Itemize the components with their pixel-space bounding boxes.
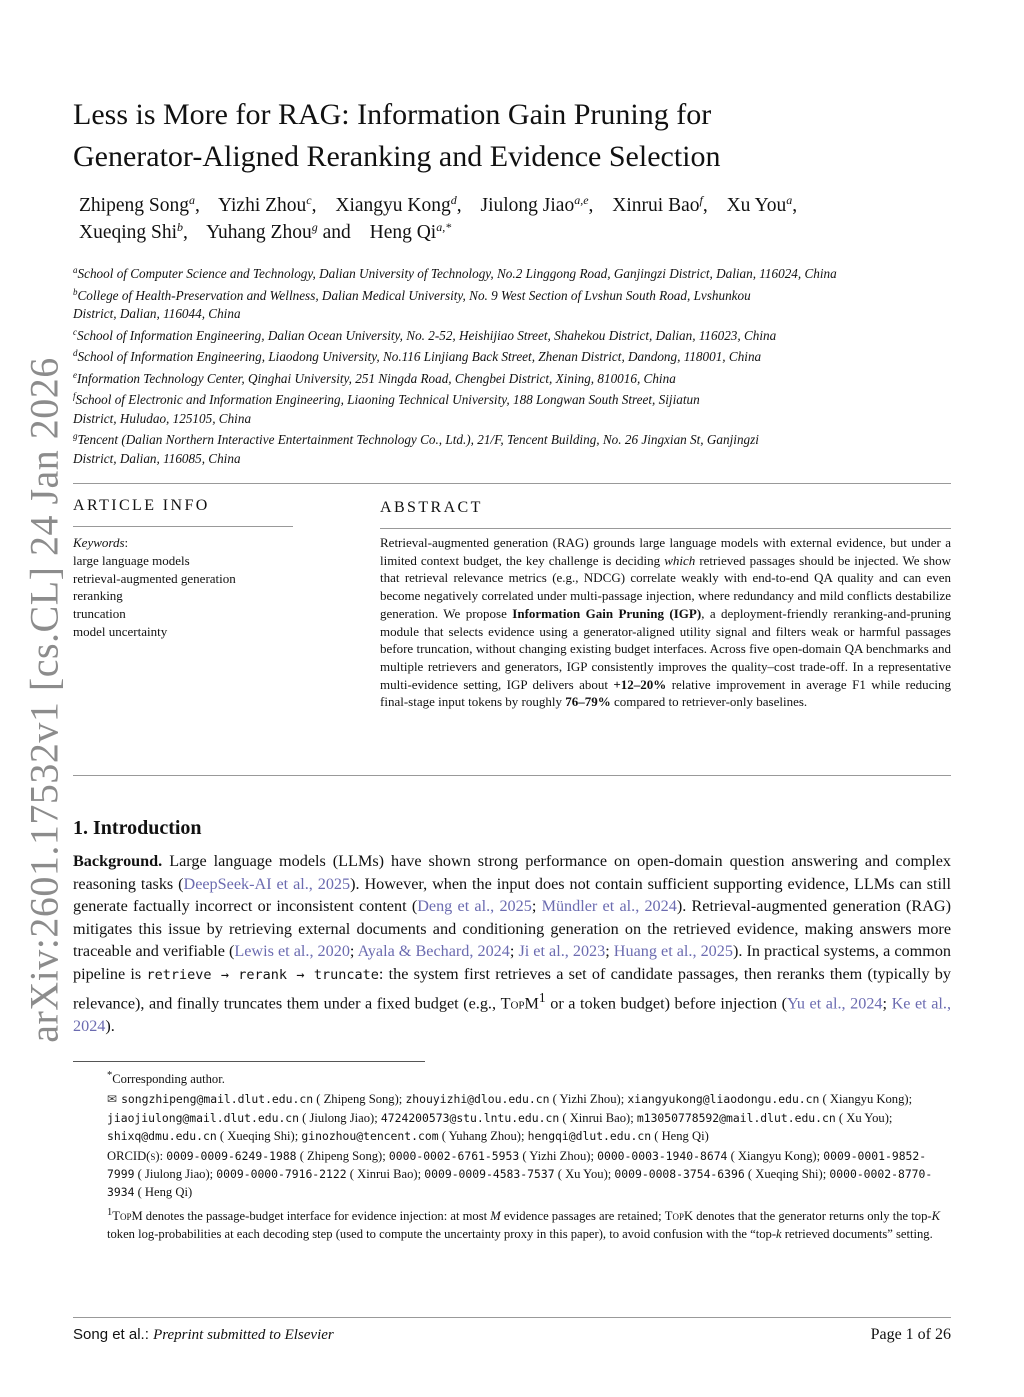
email-link[interactable]: ginozhou@tencent.com: [301, 1128, 439, 1143]
footnote-emails: [73, 1090, 951, 1145]
fn-term: TopK: [664, 1208, 694, 1223]
author-name: Yizhi Zhou$^c$,: [218, 193, 317, 216]
fn-text: denotes that the generator returns only the top-: [693, 1208, 932, 1223]
orcid-owner: ( Jiulong Jiao);: [134, 1167, 217, 1182]
introduction-paragraph: [73, 850, 951, 1037]
email-link[interactable]: xiangyukong@liaodongu.edu.cn: [627, 1092, 820, 1107]
citation-link[interactable]: Mündler et al., 2024: [541, 897, 677, 916]
orcid-label: ORCID(s):: [107, 1149, 167, 1163]
affiliation-mark: d: [73, 348, 78, 358]
author-affiliation-mark: d: [450, 193, 457, 207]
footnote-orcids: [73, 1147, 951, 1202]
abstract-method-name: Information Gain Pruning (IGP): [512, 605, 702, 621]
intro-text: ). In practical systems, a common pipeline is: [73, 942, 952, 983]
email-link[interactable]: hengqi@dlut.edu.cn: [527, 1128, 652, 1143]
abstract-part: Retrieval-augmented generation (RAG) grounds large language models with external evidence, but under a limited context budget, the key challenge is deciding: [380, 535, 951, 568]
affiliation: [73, 348, 951, 367]
author-name: Xiangyu Kong$^d$,: [335, 193, 462, 216]
footnote-marker[interactable]: 1: [538, 989, 546, 1005]
keywords-block: Keywords: large language models retrieval-augmented generation reranking truncation model uncertainty: [73, 534, 293, 641]
affiliation-mark: c: [73, 326, 77, 337]
author-name: Xinrui Bao$^f$,: [612, 193, 708, 216]
orcid-link[interactable]: 0000-0002-6761-5953: [388, 1149, 520, 1163]
email-link[interactable]: zhouyizhi@dlou.edu.cn: [405, 1092, 550, 1107]
intro-text: ;: [605, 942, 614, 961]
affiliation-text: College of Health-Preservation and Wellness, Dalian Medical University, No. 9 West Section of Lvshun South Road, Lvshunkou: [77, 287, 751, 303]
divider-top: [73, 483, 951, 484]
section-heading-introduction: 1. Introduction: [73, 817, 202, 839]
footnotes: [73, 1067, 951, 1245]
email-owner: ( Jiulong Jiao);: [299, 1110, 381, 1125]
fn-text: token log-probabilities at each decoding step (used to compute the uncertainty proxy in this paper), to avoid confusion with the “top-: [107, 1227, 777, 1241]
affiliation: [73, 287, 951, 324]
footer-authors: Song et al.:: [73, 1326, 154, 1343]
footnote-rule: [73, 1061, 425, 1062]
orcid-link[interactable]: 0009-0009-4583-7537: [424, 1167, 555, 1182]
intro-text: or a token budget) before injection (: [545, 993, 788, 1012]
citation-link[interactable]: Lewis et al., 2020: [234, 942, 350, 961]
affiliation: [73, 391, 951, 428]
keyword: retrieval-augmented generation: [73, 570, 236, 586]
fn-text: denotes the passage-budget interface for evidence injection: at most: [142, 1208, 491, 1223]
page-number: Page 1 of 26: [870, 1326, 951, 1343]
topm-term: TopM: [500, 993, 539, 1012]
keyword: model uncertainty: [73, 623, 168, 639]
intro-text: Large language models (LLMs) have shown strong performance on open-domain question answering and complex reasoning tasks (: [73, 852, 951, 893]
email-owner: ( Xiangyu Kong);: [819, 1092, 913, 1107]
orcid-owner: ( Yizhi Zhou);: [519, 1149, 598, 1163]
email-link[interactable]: 4724200573@stu.lntu.edu.cn: [380, 1110, 560, 1125]
footer-venue: Preprint submitted to Elsevier: [153, 1327, 334, 1343]
fn-text: retrieved documents” setting.: [781, 1227, 933, 1241]
affiliation-text-continued: District, Dalian, 116085, China: [73, 450, 241, 466]
envelope-icon: ✉: [107, 1092, 118, 1107]
email-owner: ( Yizhi Zhou);: [549, 1092, 628, 1107]
citation-link[interactable]: Ayala & Bechard, 2024: [357, 942, 510, 961]
author-name: Jiulong Jiao$^{a,e}$,: [480, 193, 594, 216]
abstract-heading: ABSTRACT: [380, 499, 483, 516]
intro-text: ;: [509, 942, 519, 961]
affiliation-mark: b: [73, 286, 78, 297]
title-line-1: Less is More for RAG: Information Gain Pruning for: [73, 98, 712, 131]
affiliation-text: School of Information Engineering, Dalian Ocean University, No. 2-52, Heishijiao Street, Shahekou District, Dalian, 116023, China: [77, 327, 777, 343]
affiliation-mark: a: [73, 265, 78, 275]
abstract-token-reduction: 76–79%: [565, 694, 611, 710]
abstract-part: compared to retriever-only baselines.: [610, 694, 808, 710]
title-line-2: Generator-Aligned Reranking and Evidence Selection: [73, 140, 721, 173]
orcid-owner: ( Xiangyu Kong);: [727, 1149, 824, 1163]
orcid-link[interactable]: 0009-0001-9852-7999: [107, 1149, 927, 1182]
footnote-1: [73, 1204, 951, 1244]
orcid-owner: ( Xu You);: [554, 1167, 615, 1182]
citation-link[interactable]: Ke et al., 2024: [73, 993, 952, 1035]
keywords-label: Keywords: [73, 535, 125, 550]
affiliation-mark: e: [73, 369, 77, 380]
author-list: [79, 192, 949, 246]
fn-term: TopM: [112, 1208, 143, 1223]
affiliation-text-continued: District, Huludao, 125105, China: [73, 410, 252, 426]
abstract-text: [380, 534, 951, 711]
orcid-link[interactable]: 0009-0000-7916-2122: [216, 1167, 347, 1182]
intro-text: ). However, when the input does not contain sufficient supporting evidence, LLMs can still generate factually incorrect or inconsistent content (: [73, 874, 951, 916]
email-owner: ( Xu You);: [835, 1110, 893, 1125]
email-owner: ( Heng Qi): [651, 1128, 709, 1143]
email-owner: ( Yuhang Zhou);: [438, 1128, 528, 1143]
keyword: truncation: [73, 606, 126, 622]
orcid-owner: ( Heng Qi): [134, 1185, 193, 1200]
affiliation: [73, 265, 951, 284]
article-info-heading: ARTICLE INFO: [73, 497, 210, 514]
affiliation-text-continued: District, Dalian, 116044, China: [73, 306, 241, 321]
affiliation: [73, 327, 951, 346]
intro-text: ;: [531, 897, 542, 916]
intro-text: ;: [882, 993, 892, 1012]
email-link[interactable]: songzhipeng@mail.dlut.edu.cn: [121, 1092, 314, 1107]
arxiv-identifier: arXiv:2601.17532v1 [cs.CL] 24 Jan 2026: [21, 357, 67, 1043]
email-link[interactable]: m13050778592@mail.dlut.edu.cn: [636, 1110, 836, 1125]
orcid-owner: ( Zhipeng Song);: [296, 1149, 389, 1163]
intro-text: ). Retrieval-augmented generation (RAG) mitigates this issue by retrieving external documents and conditioning generation on the retrieved evidence, making answers more traceable and verifiable (: [73, 897, 951, 961]
affiliation-text: School of Information Engineering, Liaodong University, No.116 Linjiang Back Street, Zhenan District, Dandong, 118001, China: [77, 349, 762, 364]
author-affiliation-mark: a,e: [574, 193, 589, 207]
affiliation: [73, 431, 951, 468]
orcid-link[interactable]: 0009-0009-6249-1988: [166, 1149, 297, 1163]
author-affiliation-mark: g: [311, 220, 318, 234]
footer-rule: [73, 1317, 951, 1318]
affiliation-text: School of Computer Science and Technology, Dalian University of Technology, No.2 Linggong Road, Ganjingzi District, Dalian, 116024, China: [77, 266, 837, 281]
citation-link[interactable]: DeepSeek-AI et al., 2025: [183, 874, 351, 893]
author-name: Xu You$^a$,: [726, 193, 798, 216]
abstract-part: , a deployment-friendly reranking-and-pruning module that selects evidence using a generator-aligned utility signal and filters weak or harmful passages before truncation, without changing existing budget interfaces. Across five open-domain QA benchmarks and multiple retrievers and generators, IGP consistently improves the quality–cost trade-off. In a representative multi-evidence setting, IGP delivers about: [380, 605, 951, 692]
affiliation-text: Tencent (Dalian Northern Interactive Entertainment Technology Co., Ltd.), 21/F, Tencent Building, No. 26 Jingxian St, Ganjingzi: [77, 432, 759, 447]
email-owner: ( Zhipeng Song);: [313, 1092, 406, 1107]
paragraph-lead: Background.: [73, 852, 163, 870]
footnote-1-mark: 1: [107, 1206, 113, 1218]
citation-link[interactable]: Deng et al., 2025: [417, 897, 532, 916]
pipeline-code: retrieve → rerank → truncate: [146, 966, 379, 983]
affiliation-mark: g: [73, 431, 78, 441]
email-owner: ( Xinrui Bao);: [559, 1110, 637, 1125]
abstract-rule: [380, 528, 951, 529]
intro-text: ).: [105, 1016, 115, 1035]
fn-text: evidence passages are retained;: [500, 1208, 665, 1223]
author-affiliation-mark: f: [699, 193, 703, 207]
corresponding-text: Corresponding author.: [112, 1072, 225, 1087]
keywords-list: [73, 552, 293, 641]
affiliation-mark: f: [73, 391, 76, 401]
author-affiliation-mark: a: [786, 193, 793, 207]
affiliation-text: School of Electronic and Information Engineering, Liaoning Technical University, 188 Longwan South Street, Sijiatun: [75, 392, 700, 407]
fn-math: K: [931, 1208, 940, 1223]
footnote-corresponding: *Corresponding author.: [107, 1070, 225, 1087]
author-name: Xueqing Shi$^b$,: [79, 220, 188, 243]
fn-math: k: [776, 1227, 782, 1241]
email-link[interactable]: jiaojiulong@mail.dlut.edu.cn: [107, 1110, 300, 1125]
article-info-rule: [73, 526, 293, 527]
author-affiliation-mark: b: [177, 220, 184, 234]
footer-running-head: [73, 1326, 334, 1344]
arxiv-sidebar: [0, 0, 80, 1397]
affiliation-list: [73, 265, 951, 471]
author-name: Yuhang Zhou$^g$ and: [206, 220, 351, 243]
abstract-part: relative improvement in average F1 while reducing final-stage input tokens by roughly: [380, 676, 951, 710]
abstract-part: retrieved passages should be injected. We show that retrieval relevance metrics (e.g., NDCG) correlate weakly with end-to-end QA quality and can even become negatively correlated under multi-passage injection, where redundancy and mild conflicts destabilize generation. We propose: [380, 552, 951, 621]
fn-math: M: [490, 1208, 501, 1223]
affiliation-text: Information Technology Center, Qinghai University, 251 Ningda Road, Chengbei District, Xining, 810016, China: [77, 370, 676, 386]
citation-link[interactable]: Huang et al., 2025: [613, 942, 733, 961]
email-owner: ( Xueqing Shi);: [216, 1128, 302, 1143]
citation-link[interactable]: Yu et al., 2024: [787, 993, 883, 1012]
author-affiliation-mark: a,*: [436, 220, 452, 234]
author-affiliation-mark: c: [306, 193, 312, 207]
paper-title: [73, 94, 951, 178]
keyword: reranking: [73, 588, 123, 604]
citation-link[interactable]: Ji et al., 2023: [518, 942, 606, 961]
divider-bottom: [73, 775, 951, 776]
intro-text: ;: [349, 942, 358, 961]
orcid-link[interactable]: 0000-0002-8770-3934: [107, 1167, 933, 1200]
orcid-link[interactable]: 0000-0003-1940-8674: [597, 1149, 728, 1163]
affiliation: [73, 370, 951, 389]
author-affiliation-mark: a: [188, 193, 195, 207]
orcid-link[interactable]: 0009-0008-3754-6396: [614, 1167, 745, 1182]
abstract-f1-gain: +12–20%: [613, 676, 667, 692]
orcid-owner: ( Xueqing Shi);: [744, 1167, 830, 1182]
abstract-emphasis: which: [664, 552, 696, 568]
keyword: large language models: [73, 552, 190, 568]
intro-text: : the system first retrieves a set of candidate passages, then reranks them (typically by relevance), and finally truncates them under a fixed budget (e.g.,: [73, 964, 951, 1012]
orcid-owner: ( Xinrui Bao);: [346, 1167, 425, 1182]
email-link[interactable]: shixq@dmu.edu.cn: [107, 1128, 217, 1143]
author-name: Heng $Qi^{a,*}$: [369, 220, 452, 243]
author-name: Zhipeng Song$^a$,: [79, 193, 200, 216]
